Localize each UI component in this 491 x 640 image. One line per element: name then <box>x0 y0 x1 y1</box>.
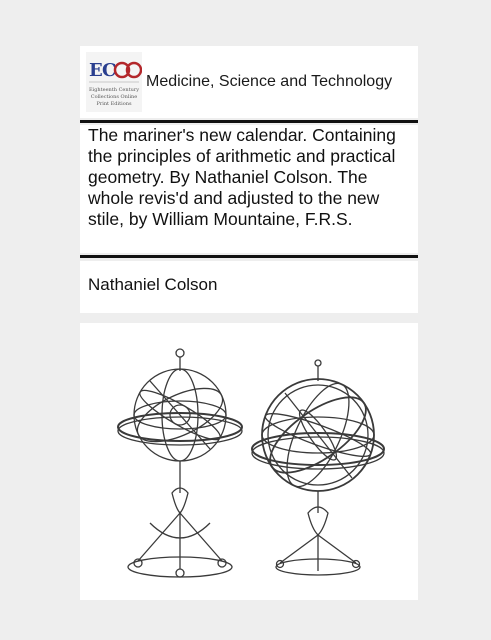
svg-text:E: E <box>89 60 103 81</box>
logo-caption-2: Collections Online <box>90 94 138 100</box>
armillary-spheres-image <box>80 323 418 600</box>
ecco-logo <box>86 52 142 112</box>
ecco-logo-icon <box>86 52 142 112</box>
book-author: Nathaniel Colson <box>88 275 218 294</box>
series-header <box>80 46 418 118</box>
right-armillary-sphere <box>252 360 384 575</box>
illustration-panel <box>80 323 418 600</box>
left-armillary-sphere <box>118 349 242 577</box>
series-title: Medicine, Science and Technology <box>146 73 393 90</box>
book-title: The mariner's new calendar. Containing the principles of arithmetic and practical geometry. By Nathaniel Colson. The whole revis'd and adjusted to the new stile, by William Mountaine, F.R.S. <box>88 125 396 229</box>
logo-caption-3: Print Editions <box>96 101 132 107</box>
svg-text:C: C <box>102 60 117 81</box>
author-block <box>80 261 418 313</box>
top-rule <box>80 120 418 123</box>
middle-rule <box>80 255 418 258</box>
logo-caption-1: Eighteenth Century <box>88 87 140 93</box>
title-block <box>80 125 418 253</box>
